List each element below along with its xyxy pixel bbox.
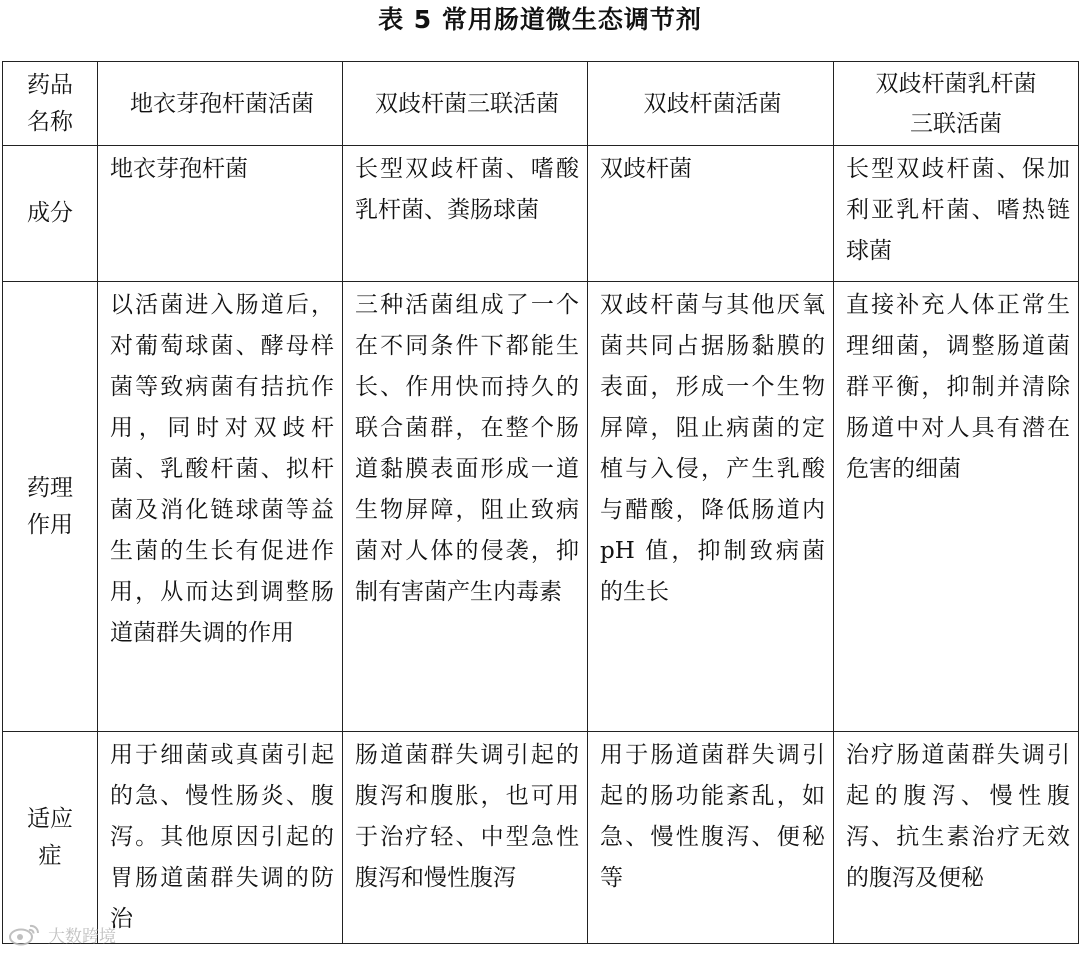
header-label-cell [3, 62, 98, 146]
row-label-line-1: 药理 [27, 474, 73, 501]
row-label-cell [3, 282, 98, 732]
table-cell: 长型双歧杆菌、嗜酸乳杆菌、粪肠球菌 [343, 146, 588, 282]
table-title: 表 5 常用肠道微生态调节剂 [378, 5, 702, 34]
watermark-text: 大数跨境 [48, 926, 116, 947]
drug-table [2, 61, 1079, 944]
table-cell: 地衣芽孢杆菌 [98, 146, 343, 282]
table-cell: 双歧杆菌与其他厌氧菌共同占据肠黏膜的表面，形成一个生物屏障，阻止病菌的定植与入侵，产生乳酸与醋酸，降低肠道内 pH 值，抑制致病菌的生长 [588, 282, 834, 732]
row-label-cell [3, 146, 98, 282]
row-label-line-1: 适应 [27, 805, 73, 832]
table-header-row [3, 62, 1079, 146]
table-cell: 用于细菌或真菌引起的急、慢性肠炎、腹泻。其他原因引起的胃肠道菌群失调的防治 [98, 732, 343, 944]
table-row-pharmacology [3, 282, 1079, 732]
drug-name-cell-2: 双歧杆菌三联活菌 [343, 62, 588, 146]
table-cell: 以活菌进入肠道后，对葡萄球菌、酵母样菌等致病菌有拮抗作用，同时对双歧杆菌、乳酸杆菌、拟杆菌及消化链球菌等益生菌的生长有促进作用，从而达到调整肠道菌群失调的作用 [98, 282, 343, 732]
table-row-indications [3, 732, 1079, 944]
table-cell: 长型双歧杆菌、保加利亚乳杆菌、嗜热链球菌 [834, 146, 1079, 282]
row-label-line-1: 成分 [27, 200, 73, 226]
drug-name-cell-1: 地衣芽孢杆菌活菌 [98, 62, 343, 146]
drug-name-cell-3: 双歧杆菌活菌 [588, 62, 834, 146]
row-label-cell [3, 732, 98, 944]
row-label-line-2: 症 [38, 842, 62, 869]
row-label-line-2: 作用 [27, 511, 73, 538]
table-cell: 直接补充人体正常生理细菌，调整肠道菌群平衡，抑制并清除肠道中对人具有潜在危害的细菌 [834, 282, 1079, 732]
table-cell: 用于肠道菌群失调引起的肠功能紊乱，如急、慢性腹泻、便秘等 [588, 732, 834, 944]
table-row-ingredients [3, 146, 1079, 282]
table-cell: 三种活菌组成了一个在不同条件下都能生长、作用快而持久的联合菌群，在整个肠道黏膜表面形成一道生物屏障，阻止致病菌对人体的侵袭，抑制有害菌产生内毒素 [343, 282, 588, 732]
drug-name-cell-4: 双歧杆菌乳杆菌三联活菌 [834, 62, 1079, 146]
table-cell: 双歧杆菌 [588, 146, 834, 282]
watermark [8, 921, 116, 947]
table-cell: 肠道菌群失调引起的腹泻和腹胀，也可用于治疗轻、中型急性腹泻和慢性腹泻 [343, 732, 588, 944]
header-label-line-1: 药品 [27, 71, 73, 98]
table-cell: 治疗肠道菌群失调引起的腹泻、慢性腹泻、抗生素治疗无效的腹泻及便秘 [834, 732, 1079, 944]
weibo-logo-icon [8, 922, 42, 946]
header-label-line-2: 名称 [27, 108, 73, 135]
